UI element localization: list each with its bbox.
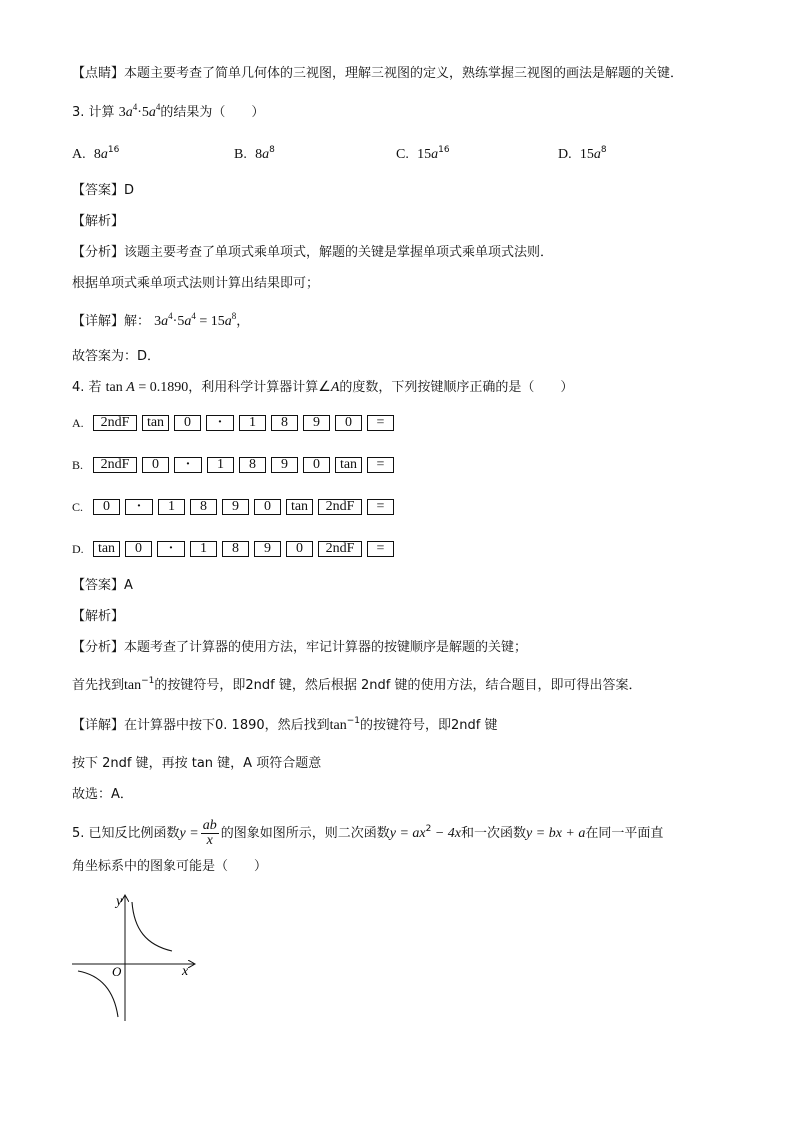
key-0: 0 — [93, 499, 120, 515]
key-8: 8 — [271, 415, 298, 431]
q3-answer: 【答案】D — [72, 183, 135, 198]
key-2ndf: 2ndF — [93, 415, 137, 431]
q3-fenxi: 【分析】该题主要考查了单项式乘单项式，解题的关键是掌握单项式乘单项式法则． — [72, 245, 554, 260]
q3-option-a: A. $8a^{16}$ — [72, 145, 120, 162]
key-tan: tan — [286, 499, 313, 515]
key-0: 0 — [335, 415, 362, 431]
q4-option-d: D. tan 0 · 1 8 9 0 2ndF = — [72, 538, 399, 560]
key-1: 1 — [190, 541, 217, 557]
key-9: 9 — [271, 457, 298, 473]
key-0: 0 — [142, 457, 169, 473]
key-9: 9 — [303, 415, 330, 431]
key-dot: · — [157, 541, 185, 557]
key-equals: = — [367, 415, 394, 431]
key-dot: · — [174, 457, 202, 473]
q3-jiexi: 【解析】 — [72, 214, 125, 229]
q3-xiangjie: 【详解】解： $3a^4\cdot 5a^4 = 15a^8$， — [72, 311, 250, 329]
key-tan: tan — [142, 415, 169, 431]
key-8: 8 — [222, 541, 249, 557]
x-axis-label: x — [182, 964, 189, 979]
q3-option-c: C. $15a^{16}$ — [396, 145, 450, 162]
key-0: 0 — [286, 541, 313, 557]
q4-fenxi-2: 首先找到$\tan^{-1}$的按键符号，即2ndf 键，然后根据 2ndf 键的使用方法，结合题目，即可得出答案． — [72, 676, 642, 693]
q3-solution-expression: $3a^4\cdot 5a^4 = 15a^8$ — [154, 311, 237, 329]
key-9: 9 — [222, 499, 249, 515]
key-equals: = — [367, 457, 394, 473]
key-equals: = — [367, 541, 394, 557]
q3-stem — [72, 104, 264, 122]
q3-option-b: B. $8a^8$ — [234, 145, 275, 162]
q3-option-d: D. $15a^8$ — [558, 145, 607, 162]
hyperbola-branch-first-quadrant — [132, 902, 172, 951]
q5-stem: 5. 已知反比例函数y = $\frac{ab}{x}$ 的图象如图所示，则二次函数$y = ax^2 - 4x$和一次函数y = bx + a在同一平面直 — [72, 818, 664, 848]
hyperbola-graph — [70, 893, 200, 1023]
dianjing-line — [72, 65, 683, 83]
key-0: 0 — [254, 499, 281, 515]
key-0: 0 — [125, 541, 152, 557]
key-equals: = — [367, 499, 394, 515]
q4-option-c: C. 0 · 1 8 9 0 tan 2ndF = — [72, 496, 399, 518]
q3-fenxi-2: 根据单项式乘单项式法则计算出结果即可； — [72, 276, 320, 291]
q4-jiexi: 【解析】 — [72, 609, 125, 624]
key-dot: · — [125, 499, 153, 515]
q4-xiangjie: 【详解】在计算器中按下0. 1890，然后找到$\tan^{-1}$的按键符号，即2ndf 键 — [72, 716, 498, 733]
q4-option-b: B. 2ndF 0 · 1 8 9 0 tan = — [72, 454, 399, 476]
key-8: 8 — [239, 457, 266, 473]
key-1: 1 — [207, 457, 234, 473]
key-2ndf: 2ndF — [318, 541, 362, 557]
key-1: 1 — [158, 499, 185, 515]
q4-option-a: A. 2ndF tan 0 · 1 8 9 0 = — [72, 412, 399, 434]
q4-answer: 【答案】A — [72, 578, 133, 593]
key-2ndf: 2ndF — [93, 457, 137, 473]
q4-xiangjie-2: 按下 2ndf 键，再按 tan 键，A 项符合题意 — [72, 756, 322, 771]
q5-fraction: $\frac{ab}{x}$ — [202, 818, 217, 848]
q3-conclusion: 故答案为：D． — [72, 349, 161, 364]
q3-number: 3. 计算 — [72, 105, 115, 120]
q4-fenxi: 【分析】本题考查了计算器的使用方法，牢记计算器的按键顺序是解题的关键； — [72, 640, 528, 655]
q5-stem-2: 角坐标系中的图象可能是（ ） — [72, 859, 268, 874]
dianjing-tag: 【点睛】 — [72, 66, 125, 81]
key-0: 0 — [303, 457, 330, 473]
q4-conclusion: 故选：A． — [72, 787, 133, 802]
dianjing-text: 本题主要考查了简单几何体的三视图，理解三视图的定义，熟练掌握三视图的画法是解题的关键． — [124, 66, 684, 81]
key-tan: tan — [93, 541, 120, 557]
key-0: 0 — [174, 415, 201, 431]
origin-label: O — [112, 964, 122, 979]
key-2ndf: 2ndF — [318, 499, 362, 515]
key-9: 9 — [254, 541, 281, 557]
q3-expression: $3a^4\cdot 5a^4$ — [118, 102, 161, 120]
y-axis-label: y — [116, 894, 123, 909]
key-1: 1 — [239, 415, 266, 431]
key-dot: · — [206, 415, 234, 431]
q3-suffix: 的结果为（ ） — [160, 105, 265, 120]
q4-stem: 4. 若 tan A = 0.1890，利用科学计算器计算∠A的度数，下列按键顺序正确的是（ ） — [72, 380, 574, 395]
key-8: 8 — [190, 499, 217, 515]
key-tan: tan — [335, 457, 362, 473]
